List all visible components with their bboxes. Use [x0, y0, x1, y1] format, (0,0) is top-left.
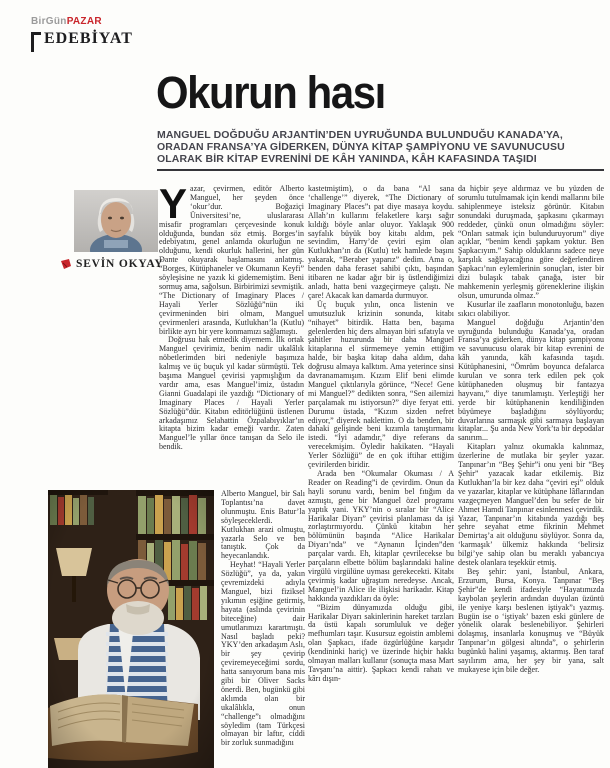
body-column-1: [159, 185, 304, 488]
bracket-icon: [31, 32, 41, 52]
main-photo-graphic: [48, 490, 214, 768]
paragraph: Beş şehir: yani, İstanbul, Ankara, Erzurum, Bursa, Konya. Tanpınar “Beş Şehir”de kendi ifadesiyle “Hayatımızda kaybolan şeylerin ardından duyulan üzüntü ile yeniye karşı beslenen iştiyak”ı yazmış. Bugün ise o ‘iştiyak’ bazen eski günlere de yönelik olarak beslenebiliyor. Şehirleri dolaşmış, insanlarla konuşmuş ve “Büyük Tanpınar’ın gölgesi altında”, o şehirlerin bugünkü halini yaşamış, aktarmış. Ben taraf sayılırım ama, her şey bir yana, salt mukayese için bile değer.: [458, 566, 604, 674]
column-text: [159, 185, 304, 452]
byline: [60, 258, 164, 270]
article-title: Okurun hası: [156, 67, 385, 118]
drop-cap: Y: [159, 185, 188, 227]
paragraph: kastetmiştim), o da bana “Al sana ‘challenge’” diyerek, “The Dictionary of Imaginary Places”ı pat diye masaya koydu. Allah’ın kullarını felaketlere karşı sağır kıldığı böyle anlar oluyor. Yaklaşık 900 sayfalık büyük boy kitabı aldım, pek sevindim, Harry’de çeviri eşim olan Kutlukhan’ın da (Kutlu) tek hamlede başını yakarak, “Beraber yaparız” dedim. Ama o, benden daha feraset sahibi çıktı, başından itibaren ne kadar ağır bir iş üstlendiğimizi anladı, hatta beni vazgeçirmeye çalıştı. Ne çare! Akacak kan damarda durmuyor.: [308, 185, 454, 300]
body-column-3: [458, 185, 604, 765]
paragraph: MANGUEL DOĞDUĞU ARJANTİN’DEN UYRUĞUNDA BULUNDUĞU KANADA’YA,: [157, 129, 563, 141]
paragraph: Kitapları yalnız okumakla kalınmaz, üzerlerine de mutlaka bir şeyler yazar. Tanpınar’ın “Beş Şehir”i onu yeni bir “Beş Şehir” yazacak kadar etkilemiş. Biz Kutlukhan’la bir kez daha “çeviri eşi” olduk ve yazarlar, kitaplar ve kütüphane lâflarından vazgeçmeyen Manguel’den bu sefer de bir Ahmet Hamdi Tanpınar esinlenmesi çevirdik. Yazar, Tanpınar’ın kitabında yazdığı beş şehre seyahat etme fikrinin Mehmet Demirtaş’a ait olduğunu söylüyor. Sonra da, ‘karmaşık’ ülkemiz hakkında ‘belirsiz bilgi’ye sahip olan bu meraklı yabancıya destek olanlara teşekkür etmiş.: [458, 442, 604, 568]
author-photo-graphic: [74, 190, 158, 252]
masthead: [31, 16, 102, 27]
paragraph: ORADAN FRANSA’YA GİDERKEN, DÜNYA KİTAP ŞAMPİYONU VE SAVUNUCUSU: [157, 140, 565, 153]
author-photo: [74, 190, 158, 252]
main-photo: [48, 490, 214, 768]
article-subtitle: [157, 130, 604, 171]
paragraph: azar, çevirmen, editör Alberto Manguel, her şeyden önce ‘okur’dur. Boğaziçi Üniversitesi’ne, uluslararası misafir programları çerçevesinde konuk olduğunda, bundan söz etmiş. Borges’in edebiyatını, genel anlamda okurluğun ne olduğunu, kendi okurluk hallerini, her gün Dante okuyarak başlamasını anlatmış. “Borges, Kütüphaneler ve Okumanın Keyfi” söyleşisine ne yazık ki gidememiştim. Beni sormuş ama, sağolsun. Birbirimizi sevmiştik. “The Dictionary of Imaginary Places / Hayali Yerler Sözlüğü”nün iki çevirmeninden biri olmam, Manguel çevirmenleri arasında, Kutlukhan’la (Kutlu) birlikte ayrı bir yere konmamızı sağlamıştı.: [159, 185, 304, 336]
paper-name-suffix: PAZAR: [66, 16, 102, 27]
paragraph: OLARAK BİR KİTAP EVRENİNİ DE KÂH YANINDA, KÂH KAFASINDA TAŞIDI: [157, 152, 537, 165]
paragraph: Manguel doğduğu Arjantin’den uyruğunda bulunduğu Kanada’ya, oradan Fransa’ya giderken, dünya kitap şampiyonu ve savunucusu olarak bir kitap evrenini de kâh yanında, kâh kafasında taşıdı. Kütüphanesini, “Ömrüm boyunca defalarca kurulan ve sonra terk edilen pek çok kütüphaneden oluşmuş bir fantazya hayvanı,” diye tanımlamıştı. Yerleştiği her yerde bir kütüphanenin kendiliğinden büyümeye başladığını söylüyordu; duvarlarına sarmaşık gibi sarmaya başlayan kitaplar... Şu anda New York’ta bir depodalar sanırım...: [458, 317, 604, 443]
paragraph: “Bizim dünyamızda olduğu gibi, Harikalar Diyarı sakinlerinin hareket tarzları da üstü kapalı sorumluluk ve değer mefhumları taşır. Kusursuz egoistin amblemi olan Şapkacı, ifade özgürlüğüne karşıdır (kendininki hariç) ve üzerinde hiçbir hakkı olmayan malları kullanır (sonuçta masa Mart Tavşanı’na aittir). Şapkacı kendi rahatı ve kârı dışın-: [308, 602, 454, 683]
paragraph: Heyhat! “Hayali Yerler Sözlüğü”, ya da, yakın çevremizdeki adıyla Manguel, bizi fiziksel yıkımın eşiğine getirmiş, hayata (aslında çevirinin biteceğine) dair umutlarımızı karartmıştı. Nasıl başladı peki? YKY’den arkadaşım Aslı, bir şey çevirip çeviremeyeceğimi sordu, hatta sanıyorum bana mis gibi bir Oliver Sacks önerdi. Ben, bugünkü gibi aklımda olan bir ukalâlıkla, onun “challenge”ı olmadığını söyledim (tam Türkçesi olmayan bir laftır, ciddi bir zorluk sunmadığını: [221, 560, 305, 748]
section-title: EDEBİYAT: [44, 30, 133, 47]
body-column-2: [308, 185, 454, 765]
paper-name: BirGün: [31, 16, 67, 27]
paragraph: da hiçbir şeye aldırmaz ve bu yüzden de sorumlu tutulmamak için kendi mallarını bile sahiplenmeye isteksiz görünür. Kitabın sonundaki duruşmada, şapkasını çıkarmayı reddeder, çünkü onun olmadığını söyler: “Onları satmak için bulunduruyorum” diye açıklar, “benim kendi şapkam yoktur. Ben Şapkacıyım.” Sahip olduklarını sadece neye karşılık sağlayacağına göre değerlendiren Şapkacı’nın eylemlerinin sonuçları, ister bir dizi bulaşık tabak çanağa, ister bir mahkemenin yerleşmiş göreneklerine ilişkin olsun, umurunda olmaz.”: [458, 185, 604, 300]
paragraph: Alberto Manguel, bir Salı Toplantısı’na davet olunmuştu. Enis Batur’la söyleşeceklerdi. Kutlukhan arazi olmuştu, yazarla Selo ve ben tanıştık. Çok da heyecanlandık.: [221, 490, 305, 561]
section-header: [31, 30, 133, 52]
paragraph: Üç buçuk yılın, onca listenin ve umutsuzluk krizinin sonunda, kitabı “nihayet” bitirdik. Hatta ben, başıma gelenlerden hiç ders almayan biri sıfatıyla ve şahitler huzurunda bir daha Manguel kitaplarına el sürmemeye yemin ettiğim halde, bir başka kitap daha aldım, daha doğrusu almaya kalktım. Ama yeterince sinsi davranamamışım. Kızım Elif beni elimde Manguel çıktılarıyla görünce, “Nece! Gene mi Manguel?” dedikten sonra, “Sen ailemizi parçalamak mı istiyorsun?” diye feryat etti. Durumu üstada, “Kızım sizden nefret ediyor,” diyerek naklettim. O da benden, bir dahaki gelişinde beni kızımla tanıştırmamı istedi. “İyi adamdır,” diye referans da verecekmişim. Öyledir hakikaten. “Hayali Yerler Sözlüğü” de en çok iftihar ettiğim çevirilerden biridir.: [308, 299, 454, 470]
paragraph: Doğrusu hak etmedik diyemem. İlk ortak Manguel çevirimiz, benim nadir ukalâlık nöbetlerimden biri nedeniyle başımıza kalmış ve üç buçuk yıl kadar sürmüştü. Tek başıma Manguel çevirisi yapmışlığım da vardır ama, esas Manguel’imiz, üstadın Gianni Guadalapi ile yazdığı “Dictionary of Imaginary Places / Hayali Yerler Sözlüğü”dür. Kitabın editörlüğünü üstlenen arkadaşımız Selahattin Özpalabıyıklar’ın kitapta bizim kadar emeği vardır. Zaten Manguel’le yıllar önce tanışan da Selo ile bendik.: [159, 335, 304, 452]
pen-nib-icon: [60, 258, 72, 270]
author-name: SEVİN OKYAY: [76, 258, 164, 270]
body-column-1-wrap: [221, 490, 305, 766]
paragraph: Arada ben “Okumalar Okuması / A Reader on Reading”i de çevirdim. Onun da hayli sorunu vardı, benim bel fıtığım da azmıştı, gene bir Manguel özel programı yaptık yani. YKY’nin o sıralar bir “Alice Harikalar Diyarı” çevirisi planlaması da işi zorlaştırmıyordu. Çünkü kitabın her bölümünün başında “Alice Harikalar Diyarı’nda” ve “Aynanın İçinden”den parçalar vardı. Eh, kitaplar çevrilecekse bu parçaların elbette bölüm başlarındaki haline virgülü virgülüne uyması gerekecekti. Kitabı çevirmiş kadar uğraştım neredeyse. Ancak, Manguel’in Alice ile ilişkisi harikadır. Kitap hakkında yazdıkları da öyle:: [308, 469, 454, 603]
paragraph: Kusurlar ile zaafların monotonluğu, bazen sıkıcı olabiliyor.: [458, 299, 604, 318]
